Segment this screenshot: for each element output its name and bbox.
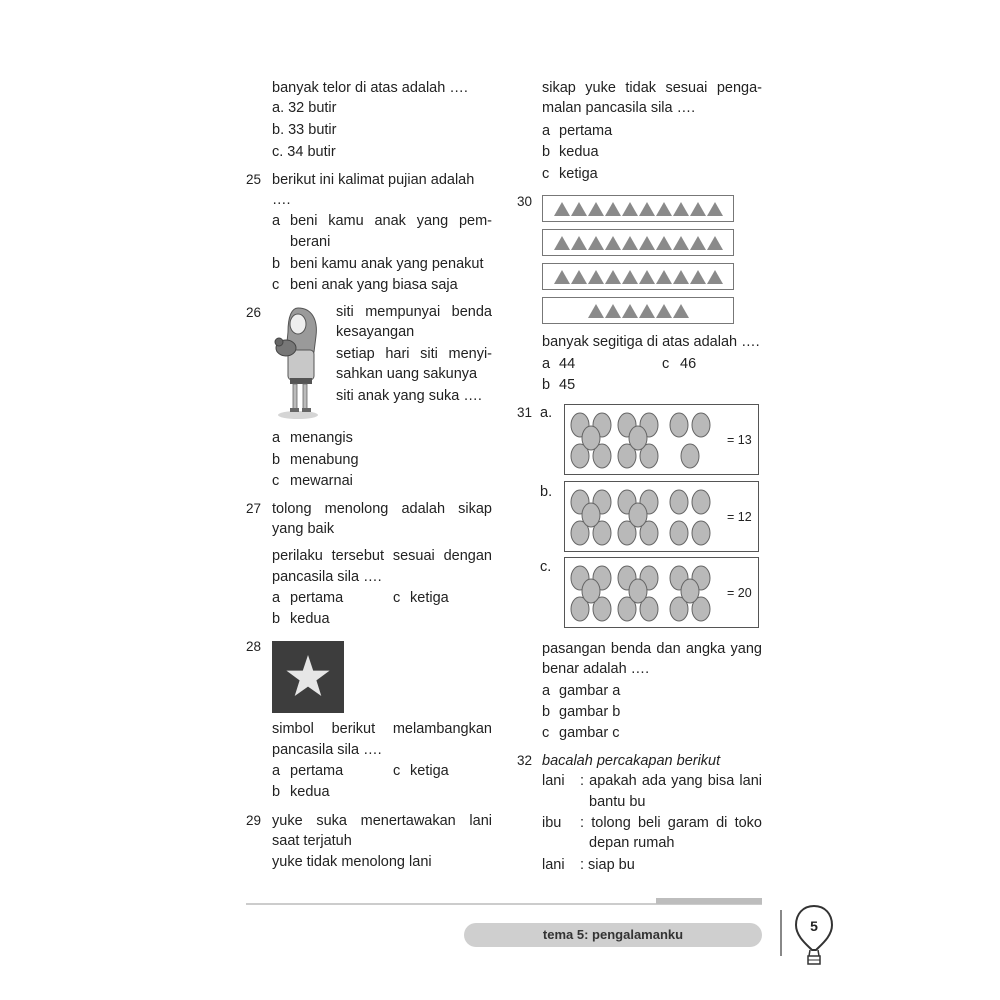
- q25-opt-b: beni kamu anak yang penakut: [290, 256, 484, 272]
- q27-line2: yang baik: [272, 521, 335, 537]
- q24-option-b: b. 33 butir: [272, 122, 337, 138]
- q32-speaker-1-line1: : apakah ada yang bisa lani: [580, 773, 762, 789]
- q29-cont-line1: sikap yuke tidak sesuai penga-: [542, 80, 762, 96]
- q31-opt-b: gambar b: [559, 704, 621, 720]
- q26-opt-c: mewarnai: [290, 473, 353, 489]
- q28-opt-b: kedua: [290, 784, 330, 800]
- q31-opt-a: gambar a: [559, 683, 621, 699]
- triangle-icon: [673, 236, 689, 250]
- q27-opt-a-letter: a: [272, 590, 281, 606]
- q27-line1: tolong menolong adalah sikap: [272, 501, 492, 517]
- q27-opt-c-letter: c: [393, 590, 401, 606]
- q26-line5: siti anak yang suka ….: [336, 388, 482, 404]
- triangle-icon: [707, 236, 723, 250]
- q30-stem: banyak segitiga di atas adalah ….: [542, 334, 760, 350]
- page-number: 5: [810, 918, 818, 934]
- triangle-icon: [622, 236, 638, 250]
- triangle-icon: [673, 304, 689, 318]
- q30-opt-b-letter: b: [542, 377, 551, 393]
- triangle-icon: [707, 202, 723, 216]
- q31-line1: pasangan benda dan angka yang: [542, 641, 762, 657]
- q25-opt-b-letter: b: [272, 256, 281, 272]
- triangle-icon: [605, 202, 621, 216]
- q28-opt-a-letter: a: [272, 763, 281, 779]
- triangle-icon: [656, 304, 672, 318]
- triangle-icon: [622, 270, 638, 284]
- triangle-icon: [690, 202, 706, 216]
- q30-opt-c-letter: c: [662, 356, 670, 372]
- triangle-icon: [571, 202, 587, 216]
- q30-opt-a-letter: a: [542, 356, 551, 372]
- q31-label-c: c.: [540, 559, 552, 575]
- q26-opt-b-letter: b: [272, 452, 281, 468]
- q32-speaker-3-line1: : siap bu: [580, 857, 635, 873]
- q31-number: 31: [517, 405, 533, 420]
- q32-speaker-2-line2: depan rumah: [589, 835, 675, 851]
- q27-line3: perilaku tersebut sesuai dengan: [272, 548, 492, 564]
- q29-opt-a: pertama: [559, 123, 613, 139]
- egg-box-a: [564, 404, 759, 475]
- q31-line2: benar adalah ….: [542, 661, 650, 677]
- triangle-icon: [673, 270, 689, 284]
- egg-box-b-equation: = 12: [727, 510, 752, 524]
- q29-opt-b-letter: b: [542, 144, 551, 160]
- footer-separator: [780, 910, 782, 956]
- q25-opt-a-line2: berani: [290, 234, 331, 250]
- q29-cont-line2: malan pancasila sila ….: [542, 100, 696, 116]
- balloon-page-badge: [794, 904, 834, 966]
- q24-option-a: a. 32 butir: [272, 100, 337, 116]
- triangle-icon: [622, 304, 638, 318]
- q32-speaker-3: lani: [542, 857, 565, 873]
- triangle-row-3: [542, 263, 734, 290]
- triangle-icon: [571, 236, 587, 250]
- triangle-icon: [571, 270, 587, 284]
- q29-number: 29: [246, 813, 262, 828]
- q30-opt-a: 44: [559, 356, 576, 372]
- triangle-icon: [605, 270, 621, 284]
- q28-opt-c: ketiga: [410, 763, 449, 779]
- egg-box-b: [564, 481, 759, 552]
- q28-number: 28: [246, 639, 262, 654]
- triangle-icon: [554, 236, 570, 250]
- q26-opt-c-letter: c: [272, 473, 280, 489]
- q31-opt-c-letter: c: [542, 725, 550, 741]
- q27-number: 27: [246, 501, 262, 516]
- egg-box-a-equation: = 13: [727, 433, 752, 447]
- q31-opt-c: gambar c: [559, 725, 620, 741]
- q32-speaker-1-line2: bantu bu: [589, 794, 646, 810]
- q25-opt-a-line1: beni kamu anak yang pem-: [290, 213, 492, 229]
- triangle-row-1: [542, 195, 734, 222]
- triangle-icon: [605, 236, 621, 250]
- q26-opt-b: menabung: [290, 452, 359, 468]
- q29-line2: saat terjatuh: [272, 833, 352, 849]
- triangle-icon: [656, 236, 672, 250]
- q26-line2: kesayangan: [336, 324, 415, 340]
- q25-number: 25: [246, 172, 262, 187]
- q30-number: 30: [517, 194, 533, 209]
- q26-line3: setiap hari siti menyi-: [336, 346, 492, 362]
- q30-opt-b: 45: [559, 377, 576, 393]
- triangle-icon: [656, 202, 672, 216]
- q26-line1: siti mempunyai benda: [336, 304, 492, 320]
- triangle-icon: [639, 304, 655, 318]
- star-symbol: [272, 641, 344, 713]
- q32-intro: bacalah percakapan berikut: [542, 753, 721, 769]
- q32-number: 32: [517, 753, 533, 768]
- triangle-icon: [588, 304, 604, 318]
- egg-box-c-equation: = 20: [727, 586, 752, 600]
- q28-opt-b-letter: b: [272, 784, 281, 800]
- triangle-icon: [673, 202, 689, 216]
- q29-opt-c: ketiga: [559, 166, 598, 182]
- q32-speaker-1: lani: [542, 773, 565, 789]
- q29-opt-b: kedua: [559, 144, 599, 160]
- q25-stem-line2: ….: [272, 192, 291, 208]
- q28-line2: pancasila sila ….: [272, 742, 382, 758]
- q32-speaker-2-line1: : tolong beli garam di toko: [580, 815, 762, 831]
- q29-line3: yuke tidak menolong lani: [272, 854, 432, 870]
- q28-opt-c-letter: c: [393, 763, 401, 779]
- q27-line4: pancasila sila ….: [272, 569, 382, 585]
- q26-opt-a-letter: a: [272, 430, 281, 446]
- q29-opt-a-letter: a: [542, 123, 551, 139]
- q31-label-b: b.: [540, 484, 553, 500]
- q24-stem: banyak telor di atas adalah ….: [272, 80, 468, 96]
- q31-label-a: a.: [540, 405, 553, 421]
- triangle-icon: [588, 236, 604, 250]
- footer-rule-accent: [656, 898, 762, 904]
- q30-opt-c: 46: [680, 356, 697, 372]
- triangle-icon: [639, 202, 655, 216]
- triangle-icon: [554, 270, 570, 284]
- triangle-icon: [639, 270, 655, 284]
- triangle-icon: [690, 236, 706, 250]
- triangle-row-4: [542, 297, 734, 324]
- triangle-icon: [605, 304, 621, 318]
- q29-line1: yuke suka menertawakan lani: [272, 813, 492, 829]
- q27-opt-b-letter: b: [272, 611, 281, 627]
- triangle-icon: [588, 202, 604, 216]
- footer-theme-bar: tema 5: pengalamanku: [464, 923, 762, 947]
- q25-opt-c-letter: c: [272, 277, 280, 293]
- triangle-icon: [690, 270, 706, 284]
- q25-opt-c: beni anak yang biasa saja: [290, 277, 458, 293]
- q26-number: 26: [246, 305, 262, 320]
- triangle-icon: [707, 270, 723, 284]
- q26-line4: sahkan uang sakunya: [336, 366, 478, 382]
- q29-opt-c-letter: c: [542, 166, 550, 182]
- triangle-icon: [554, 202, 570, 216]
- q27-opt-b: kedua: [290, 611, 330, 627]
- triangle-icon: [622, 202, 638, 216]
- egg-box-c: [564, 557, 759, 628]
- q24-option-c: c. 34 butir: [272, 144, 336, 160]
- triangle-icon: [656, 270, 672, 284]
- q26-opt-a: menangis: [290, 430, 353, 446]
- q31-opt-b-letter: b: [542, 704, 551, 720]
- q32-speaker-2: ibu: [542, 815, 562, 831]
- q28-opt-a: pertama: [290, 763, 344, 779]
- q31-opt-a-letter: a: [542, 683, 551, 699]
- triangle-icon: [588, 270, 604, 284]
- q28-line1: simbol berikut melambangkan: [272, 721, 492, 737]
- triangle-icon: [639, 236, 655, 250]
- q25-opt-a-letter: a: [272, 213, 281, 229]
- girl-holding-chicken-illustration: [268, 302, 328, 422]
- q25-stem-line1: berikut ini kalimat pujian adalah: [272, 172, 475, 188]
- q27-opt-c: ketiga: [410, 590, 449, 606]
- q27-opt-a: pertama: [290, 590, 344, 606]
- triangle-row-2: [542, 229, 734, 256]
